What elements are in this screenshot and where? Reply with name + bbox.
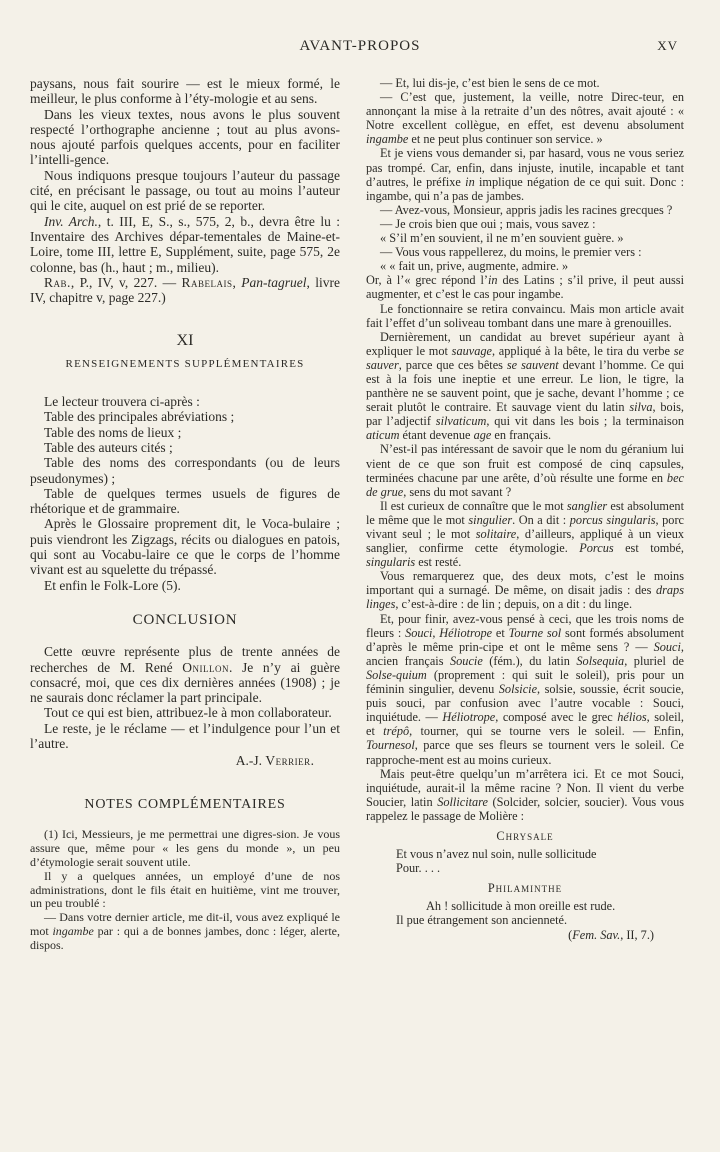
text-span: Et je viens vous demander si, par hasard, vous ne vous seriez pas trompé. Car, enfin, dans injuste, inutile, incapable et tant d’autres, le préfixe <box>366 146 684 189</box>
italic-text: sanglier <box>566 498 608 513</box>
text-span: des Latins ; s’il prive, il peut aussi augmenter, et c’est le cas pour ingambe. <box>366 273 684 302</box>
paragraph: Le reste, je le réclame — et l’indulgence pour l’un et l’autre. <box>30 720 340 751</box>
section-title: RENSEIGNEMENTS SUPPLÉMENTAIRES <box>65 357 305 370</box>
paragraph: Le fonctionnaire se retira convaincu. Mais mon article avait fait l’effet d’un soliveau tombant dans une mare à grenouilles. <box>366 301 684 330</box>
text-span: , soleil, et <box>366 710 684 739</box>
paragraph: — Et, lui dis-je, c’est bien le sens de ce mot. <box>380 76 600 90</box>
italic-text: Fem. Sav. <box>572 927 621 942</box>
text-span: , parce que ses fleurs se tournent vers le soleil. Ce rapproche-ment est au moins curieux. <box>366 738 684 767</box>
speaker-name: Chrysale <box>496 828 554 843</box>
text-span: par : qui a de bonnes jambes, donc : léger, alerte, dispos. <box>30 924 340 953</box>
smallcaps-text: Verrier <box>265 753 311 769</box>
text-span: est absolument le même que le mot <box>366 498 684 527</box>
italic-text: Sollicitare <box>437 794 488 809</box>
notes-title: NOTES COMPLÉMENTAIRES <box>84 796 286 812</box>
running-head <box>0 38 720 58</box>
text-span: est tombé, <box>613 541 685 556</box>
italic-text: Solsequia <box>576 653 625 668</box>
paragraph <box>366 612 684 767</box>
italic-text: singulier <box>468 512 513 527</box>
text-span: , d’ailleurs, appliqué à un vieux sanglier, confirme cette étymologie. <box>366 527 685 556</box>
italic-text: ingambe <box>366 132 409 147</box>
signature <box>30 753 340 768</box>
paragraph <box>366 499 684 569</box>
text-span: . <box>310 753 314 769</box>
italic-text: silvaticum <box>435 414 487 429</box>
italic-text: bec de grue <box>366 470 684 499</box>
italic-text: in <box>488 273 498 288</box>
text-span: , P., IV, v, 227. — <box>70 274 182 290</box>
text-span: (fém.), du latin <box>482 653 577 668</box>
notes-block <box>30 828 340 953</box>
text-span: Et, pour finir, avez-vous pensé à ceci, que les trois noms de fleurs : <box>366 611 684 640</box>
text-span: et ne peut plus continuer son service. » <box>408 132 603 147</box>
text-span: , livre IV, chapitre v, page 227.) <box>30 274 340 306</box>
text-span: devant l’homme. Ce qui est à la fois une ineptie et une erreur. Le lion, le tigre, la panthère ne se sauvent point, que je sache, devant l’homme ; ce serait plutôt le contraire. Et sauvage vient du latin <box>366 357 684 415</box>
italic-text: aticum <box>366 428 400 443</box>
text-span: Il est curieux de connaître que le mot <box>380 498 567 513</box>
smallcaps-text: Rab. <box>44 274 71 290</box>
paragraph <box>30 275 340 306</box>
conclusion-title: CONCLUSION <box>132 611 238 628</box>
italic-text: in <box>465 174 475 189</box>
paragraph: Dans les vieux textes, nous avons le plus souvent respecté l’orthographe ancienne ; tout au plus avons-nous ajouté parfois quelques accents, pour en faciliter l’intelli-gence. <box>30 106 340 168</box>
text-span: , sens du mot savant ? <box>403 484 512 499</box>
paragraph: « « fait un, prive, augmente, admire. » <box>380 259 569 274</box>
text-span: Vous remarquerez que, des deux mots, c’est le moins important qui a surnagé. De même, on disait jadis : des <box>366 569 684 598</box>
verse-line: Et vous n’avez nul soin, nulle sollicitude <box>396 847 597 862</box>
text-span: , qui vit dans les bois ; la terminaison <box>486 414 684 429</box>
italic-text: Pan-tagruel <box>241 274 307 290</box>
italic-text: Souci, Héliotrope <box>405 625 493 640</box>
text-span: Mais peut-être quelqu’un m’arrêtera ici. Et ce mot Souci, inquiétude, aurait-il la même racine ? Non. Il vient du verbe Soucier, latin <box>366 766 684 809</box>
text-span: ( <box>568 927 573 942</box>
smallcaps-text: Rabelais <box>181 274 233 290</box>
text-span: Or, à l’« grec répond l’ <box>366 273 488 288</box>
italic-text: Solse-quium <box>366 667 427 682</box>
text-span: , composé avec le grec <box>495 710 618 725</box>
verse-line: Pour. . . . <box>396 861 441 876</box>
verse-line: Il pue étrangement son ancienneté. <box>396 913 568 928</box>
italic-text: Héliotrope <box>442 710 496 725</box>
italic-text: Tourne sol <box>508 625 562 640</box>
italic-text: singularis <box>366 555 416 570</box>
page-number: XV <box>657 38 678 53</box>
text-span: implique négation de ce qui suit. Donc : ingambe, qui n’a pas de jambes. <box>366 174 684 203</box>
text-span: A.-J. <box>235 753 266 769</box>
text-span: , <box>232 274 242 290</box>
paragraph: Et enfin le Folk-Lore (5). <box>44 577 181 593</box>
verse-line: Ah ! sollicitude à mon oreille est rude. <box>426 899 616 914</box>
text-span: (proprement : qui suit le soleil), pris pour un féminin singulier, devenu <box>366 667 684 697</box>
text-span: , appliqué à la bête, le tira du verbe <box>491 343 674 358</box>
italic-text: hélios <box>617 710 647 725</box>
text-span: , bois, par l’adjectif <box>366 400 684 429</box>
paragraph: « S’il m’en souvient, il ne m’en souvient guère. » <box>380 231 624 246</box>
paragraph <box>366 767 684 823</box>
text-span: — Dans votre dernier article, me dit-il, vous avez expliqué le mot <box>30 910 340 939</box>
text-span: N’est-il pas intéressant de savoir que le nom du géranium lui vient de ce que son fruit est composé de cinq capsules, terminées chacune par une arête, d’où résulte une forme en <box>366 442 684 485</box>
citation <box>366 928 684 942</box>
italic-text: se sauvent <box>506 357 559 372</box>
text-span: , ancien français <box>366 639 684 668</box>
italic-text: age <box>473 428 492 443</box>
list-item: Table des noms de lieux ; <box>44 424 182 440</box>
note-paragraph: (1) Ici, Messieurs, je me permettrai une digres-sion. Je vous assure que, même pour « les gens du monde », un peu d’étymologie serait souvent utile. <box>30 826 340 869</box>
italic-text: Inv. Arch. <box>44 213 98 229</box>
running-head-title: AVANT-PROPOS <box>299 38 421 54</box>
italic-text: sauvage <box>451 343 492 358</box>
text-span: . On a dit : <box>512 512 570 527</box>
italic-text: silva <box>629 400 653 415</box>
speaker-name: Philaminthe <box>487 881 563 896</box>
paragraph: Le lecteur trouvera ci-après : <box>44 394 200 410</box>
paragraph: Nous indiquons presque toujours l’auteur du passage cité, en précisant le passage, ou tout au moins l’auteur qui le cite, auquel on est prié de se reporter. <box>30 167 340 214</box>
paragraph: — Je crois bien que oui ; mais, vous savez : <box>380 216 596 231</box>
italic-text: draps linges <box>366 583 684 612</box>
right-column <box>366 76 684 942</box>
paragraph: Tout ce qui est bien, attribuez-le à mon collaborateur. <box>44 705 332 721</box>
italic-text: solitaire <box>475 527 517 541</box>
text-span: Cette œuvre représente plus de trente années de recherches de M. René <box>30 644 340 675</box>
text-span: , c’est-à-dire : de lin ; depuis, on a dit : du linge. <box>395 597 633 612</box>
paragraph <box>366 569 684 611</box>
text-span: (Solcider, solcier, soucier). Vous vous rappelez le passage de Molière : <box>366 794 684 823</box>
text-span: — C’est que, justement, la veille, notre Direc-teur, en annonçant la mise à la retraite d’un des nôtres, avait ajouté : « Notre excellent collègue, en effet, est devenu absolument <box>366 90 684 133</box>
list-item: Table des noms des correspondants (ou de leurs pseudonymes) ; <box>30 455 340 486</box>
section-number: XI <box>176 332 194 350</box>
text-span: Dernièrement, un candidat au brevet supérieur ayant à expliquer le mot <box>366 329 684 358</box>
paragraph <box>366 90 684 146</box>
text-span: et <box>492 625 509 640</box>
text-span: , porc vivant seul ; le mot <box>366 512 684 541</box>
italic-text: porcus singularis <box>569 512 656 527</box>
text-span: . Je n’y ai guère consacré, moi, que ces dix dernières années (1908) ; je ne saurais donc réclamer la part principale. <box>30 659 340 706</box>
paragraph <box>366 273 684 301</box>
paragraph: — Avez-vous, Monsieur, appris jadis les racines grecques ? <box>380 202 673 217</box>
text-span: étant devenue <box>399 428 474 443</box>
text-span: , t. III, E, S., s., 575, 2, b., devra être lu : Inventaire des Archives dépar-tementales de Maine-et-Loire, tome III, lettre E, Supplément, suite, page 575, 2e colonne, bas (h., haut ; m., milieu). <box>30 213 340 275</box>
text-span: , tourner, qui se tourne vers le soleil. — Enfin, <box>409 724 684 739</box>
text-span: en français. <box>491 428 552 443</box>
italic-text: se sauver <box>366 343 684 372</box>
list-item: Table de quelques termes usuels de figures de rhétorique et de grammaire. <box>30 485 340 517</box>
paragraph <box>30 214 340 275</box>
text-span: , pluriel de <box>624 653 684 668</box>
left-column <box>30 76 340 953</box>
paragraph: paysans, nous fait sourire — est le mieux formé, le meilleur, le plus conforme à l’éty-mologie et au sens. <box>30 76 340 107</box>
paragraph: Après le Glossaire proprement dit, le Voca-bulaire ; puis viendront les Zigzags, récits ou dialogues en patois, qui sont au Vocabu-laire ce que le corps de l’homme vivant est au squelette du trépassé. <box>30 516 340 578</box>
list-item: Table des auteurs cités ; <box>44 439 173 455</box>
italic-text: trépô <box>383 724 410 739</box>
note-paragraph <box>30 911 340 953</box>
smallcaps-text: Onillon <box>182 659 229 675</box>
text-span: est resté. <box>415 555 462 570</box>
list-item: Table des principales abréviations ; <box>44 409 235 425</box>
italic-text: Porcus <box>579 541 614 556</box>
note-paragraph: Il y a quelques années, un employé d’une de nos administrations, dont le fils était en huitième, vint me trouver, un peu troublé : <box>30 868 340 911</box>
text-span: sont formés absolument d’après le même prin-cipe et ont le même sens ? — <box>366 625 684 654</box>
italic-text: ingambe <box>52 924 94 939</box>
text-span: , solsie, soussie, écrit soucie, puis souci, par confusion avec l’autre vocable : Souci, inquiétude. — <box>366 682 684 725</box>
paragraph <box>366 330 684 443</box>
paragraph <box>366 146 684 202</box>
paragraph <box>366 442 684 498</box>
italic-text: Solsicie <box>498 682 538 697</box>
text-span: , parce que ces bêtes <box>398 357 507 372</box>
italic-text: Tournesol <box>366 738 415 753</box>
paragraph: — Vous vous rappellerez, du moins, le premier vers : <box>380 245 642 260</box>
text-span: , II, 7.) <box>620 927 654 942</box>
italic-text: Soucie <box>450 653 483 668</box>
paragraph <box>30 644 340 705</box>
italic-text: Souci <box>653 639 681 654</box>
